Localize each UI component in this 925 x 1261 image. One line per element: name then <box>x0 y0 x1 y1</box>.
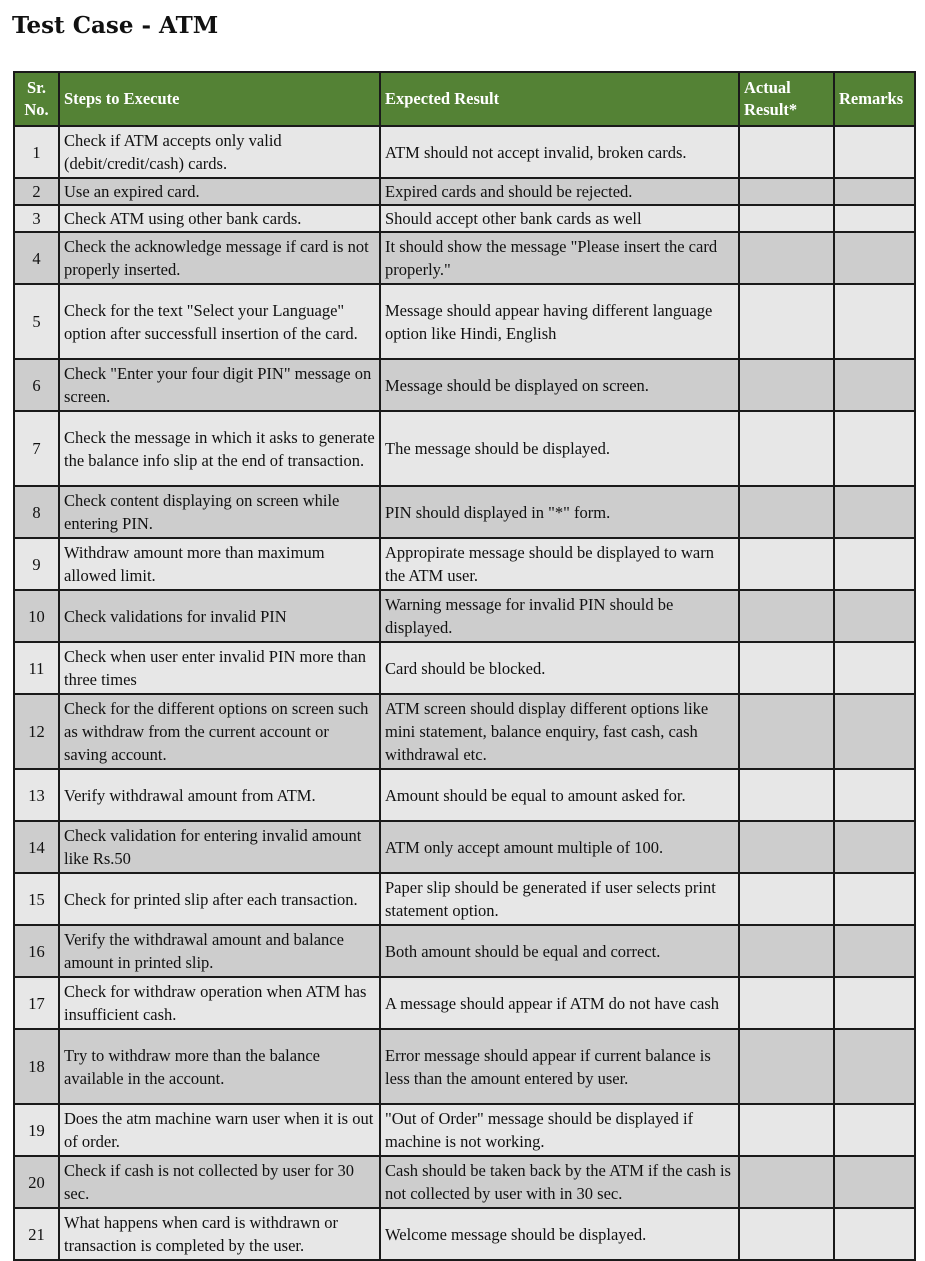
cell-sr-no: 11 <box>14 642 59 694</box>
cell-expected-result: Cash should be taken back by the ATM if the cash is not collected by user with in 30 sec. <box>380 1156 739 1208</box>
cell-actual-result <box>739 873 834 925</box>
cell-sr-no: 20 <box>14 1156 59 1208</box>
cell-remarks <box>834 1156 915 1208</box>
cell-sr-no: 12 <box>14 694 59 769</box>
table-row <box>14 178 915 205</box>
table-row <box>14 590 915 642</box>
cell-expected-result: Warning message for invalid PIN should be displayed. <box>380 590 739 642</box>
cell-expected-result: Welcome message should be displayed. <box>380 1208 739 1260</box>
cell-sr-no: 2 <box>14 178 59 205</box>
cell-sr-no: 10 <box>14 590 59 642</box>
table-row <box>14 821 915 873</box>
cell-remarks <box>834 538 915 590</box>
cell-actual-result <box>739 1104 834 1156</box>
cell-actual-result <box>739 1208 834 1260</box>
cell-remarks <box>834 642 915 694</box>
cell-expected-result: ATM should not accept invalid, broken cards. <box>380 126 739 178</box>
cell-remarks <box>834 925 915 977</box>
table-row <box>14 538 915 590</box>
cell-expected-result: Expired cards and should be rejected. <box>380 178 739 205</box>
cell-remarks <box>834 205 915 232</box>
cell-actual-result <box>739 178 834 205</box>
cell-expected-result: It should show the message "Please insert the card properly." <box>380 232 739 284</box>
header-expected-result: Expected Result <box>380 72 739 126</box>
cell-steps: Verify withdrawal amount from ATM. <box>59 769 380 821</box>
cell-actual-result <box>739 694 834 769</box>
cell-sr-no: 3 <box>14 205 59 232</box>
page-title: Test Case - ATM <box>12 12 219 39</box>
cell-actual-result <box>739 925 834 977</box>
cell-remarks <box>834 977 915 1029</box>
table-row <box>14 126 915 178</box>
cell-actual-result <box>739 977 834 1029</box>
cell-expected-result: ATM only accept amount multiple of 100. <box>380 821 739 873</box>
cell-remarks <box>834 1208 915 1260</box>
cell-actual-result <box>739 205 834 232</box>
table-row <box>14 359 915 411</box>
cell-actual-result <box>739 538 834 590</box>
table-row <box>14 694 915 769</box>
table-row <box>14 1208 915 1260</box>
cell-expected-result: A message should appear if ATM do not have cash <box>380 977 739 1029</box>
cell-steps: Check if ATM accepts only valid (debit/credit/cash) cards. <box>59 126 380 178</box>
cell-remarks <box>834 821 915 873</box>
cell-sr-no: 14 <box>14 821 59 873</box>
cell-expected-result: Message should be displayed on screen. <box>380 359 739 411</box>
cell-steps: Check for the different options on screen such as withdraw from the current account or saving account. <box>59 694 380 769</box>
cell-remarks <box>834 590 915 642</box>
cell-steps: Check for printed slip after each transaction. <box>59 873 380 925</box>
cell-remarks <box>834 1104 915 1156</box>
cell-sr-no: 17 <box>14 977 59 1029</box>
cell-actual-result <box>739 590 834 642</box>
cell-actual-result <box>739 642 834 694</box>
cell-actual-result <box>739 232 834 284</box>
cell-sr-no: 18 <box>14 1029 59 1104</box>
header-steps: Steps to Execute <box>59 72 380 126</box>
cell-actual-result <box>739 284 834 359</box>
table-row <box>14 232 915 284</box>
cell-expected-result: Should accept other bank cards as well <box>380 205 739 232</box>
cell-actual-result <box>739 1029 834 1104</box>
cell-expected-result: Both amount should be equal and correct. <box>380 925 739 977</box>
test-case-table <box>13 71 916 1261</box>
cell-expected-result: Amount should be equal to amount asked for. <box>380 769 739 821</box>
cell-steps: Use an expired card. <box>59 178 380 205</box>
cell-remarks <box>834 694 915 769</box>
cell-remarks <box>834 126 915 178</box>
cell-sr-no: 5 <box>14 284 59 359</box>
table-row <box>14 1156 915 1208</box>
cell-actual-result <box>739 359 834 411</box>
cell-expected-result: Paper slip should be generated if user selects print statement option. <box>380 873 739 925</box>
cell-expected-result: Card should be blocked. <box>380 642 739 694</box>
table-row <box>14 1029 915 1104</box>
cell-steps: What happens when card is withdrawn or transaction is completed by the user. <box>59 1208 380 1260</box>
table-row <box>14 1104 915 1156</box>
cell-steps: Check when user enter invalid PIN more than three times <box>59 642 380 694</box>
cell-steps: Withdraw amount more than maximum allowed limit. <box>59 538 380 590</box>
cell-steps: Verify the withdrawal amount and balance amount in printed slip. <box>59 925 380 977</box>
cell-steps: Check the message in which it asks to generate the balance info slip at the end of transaction. <box>59 411 380 486</box>
cell-steps: Check for withdraw operation when ATM has insufficient cash. <box>59 977 380 1029</box>
table-row <box>14 284 915 359</box>
cell-remarks <box>834 873 915 925</box>
cell-sr-no: 7 <box>14 411 59 486</box>
cell-sr-no: 13 <box>14 769 59 821</box>
cell-actual-result <box>739 126 834 178</box>
cell-remarks <box>834 411 915 486</box>
cell-remarks <box>834 486 915 538</box>
header-actual-result: Actual Result* <box>739 72 834 126</box>
cell-steps: Check content displaying on screen while entering PIN. <box>59 486 380 538</box>
cell-remarks <box>834 232 915 284</box>
cell-sr-no: 4 <box>14 232 59 284</box>
cell-expected-result: Error message should appear if current balance is less than the amount entered by user. <box>380 1029 739 1104</box>
cell-sr-no: 6 <box>14 359 59 411</box>
table-row <box>14 205 915 232</box>
cell-steps: Try to withdraw more than the balance available in the account. <box>59 1029 380 1104</box>
cell-steps: Check if cash is not collected by user for 30 sec. <box>59 1156 380 1208</box>
cell-actual-result <box>739 769 834 821</box>
cell-remarks <box>834 769 915 821</box>
table-body <box>14 126 915 1260</box>
cell-expected-result: Message should appear having different language option like Hindi, English <box>380 284 739 359</box>
cell-expected-result: ATM screen should display different options like mini statement, balance enquiry, fast cash, cash withdrawal etc. <box>380 694 739 769</box>
cell-actual-result <box>739 486 834 538</box>
cell-steps: Check validations for invalid PIN <box>59 590 380 642</box>
cell-steps: Check ATM using other bank cards. <box>59 205 380 232</box>
cell-steps: Check "Enter your four digit PIN" message on screen. <box>59 359 380 411</box>
table-row <box>14 925 915 977</box>
cell-sr-no: 16 <box>14 925 59 977</box>
cell-actual-result <box>739 411 834 486</box>
cell-sr-no: 19 <box>14 1104 59 1156</box>
cell-actual-result <box>739 1156 834 1208</box>
cell-sr-no: 1 <box>14 126 59 178</box>
cell-remarks <box>834 1029 915 1104</box>
cell-sr-no: 21 <box>14 1208 59 1260</box>
cell-expected-result: The message should be displayed. <box>380 411 739 486</box>
table-row <box>14 486 915 538</box>
cell-sr-no: 15 <box>14 873 59 925</box>
cell-steps: Check validation for entering invalid amount like Rs.50 <box>59 821 380 873</box>
cell-expected-result: PIN should displayed in "*" form. <box>380 486 739 538</box>
table-header-row <box>14 72 915 126</box>
cell-steps: Check for the text "Select your Language" option after successfull insertion of the card. <box>59 284 380 359</box>
header-sr-no: Sr. No. <box>14 72 59 126</box>
cell-sr-no: 9 <box>14 538 59 590</box>
cell-steps: Check the acknowledge message if card is not properly inserted. <box>59 232 380 284</box>
table-row <box>14 411 915 486</box>
cell-remarks <box>834 178 915 205</box>
cell-remarks <box>834 284 915 359</box>
cell-expected-result: "Out of Order" message should be displayed if machine is not working. <box>380 1104 739 1156</box>
cell-sr-no: 8 <box>14 486 59 538</box>
header-remarks: Remarks <box>834 72 915 126</box>
cell-expected-result: Appropirate message should be displayed to warn the ATM user. <box>380 538 739 590</box>
table-row <box>14 642 915 694</box>
cell-actual-result <box>739 821 834 873</box>
table-row <box>14 977 915 1029</box>
table-row <box>14 873 915 925</box>
table-row <box>14 769 915 821</box>
cell-steps: Does the atm machine warn user when it is out of order. <box>59 1104 380 1156</box>
cell-remarks <box>834 359 915 411</box>
